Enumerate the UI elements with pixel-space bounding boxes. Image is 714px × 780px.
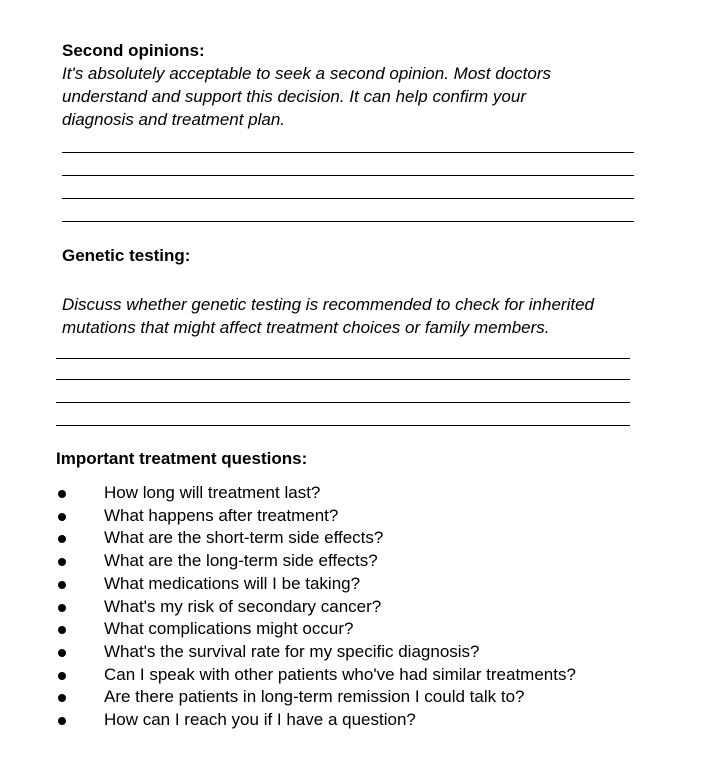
bullet-icon (58, 558, 66, 566)
bullet-icon (58, 694, 66, 702)
second-opinions-section (62, 40, 662, 224)
second-opinions-heading: Second opinions: (62, 41, 205, 60)
question-text: What's my risk of secondary cancer? (104, 596, 382, 616)
note-line (62, 198, 634, 199)
bullet-icon (58, 626, 66, 634)
question-text: What are the short-term side effects? (104, 528, 384, 548)
bullet-icon (58, 649, 66, 657)
treatment-questions-heading: Important treatment questions: (56, 449, 308, 468)
second-opinions-notes-area (62, 144, 634, 224)
list-item (56, 573, 696, 596)
treatment-questions-list (56, 482, 696, 732)
genetic-testing-heading: Genetic testing: (62, 246, 191, 265)
genetic-testing-notes-area (56, 357, 630, 427)
note-line (56, 358, 630, 359)
question-text: What's the survival rate for my specific diagnosis? (104, 641, 480, 661)
note-line (62, 152, 634, 153)
bullet-icon (58, 717, 66, 725)
question-text: Can I speak with other patients who've had similar treatments? (104, 664, 576, 684)
note-line (56, 379, 630, 380)
genetic-testing-body (62, 293, 662, 339)
question-text: How long will treatment last? (104, 483, 321, 502)
list-item (56, 550, 696, 573)
question-text: Are there patients in long-term remission I could talk to? (104, 687, 525, 707)
second-opinions-body-line: diagnosis and treatment plan. (62, 110, 286, 129)
bullet-icon (58, 513, 66, 521)
note-line (62, 175, 634, 176)
question-text: What are the long-term side effects? (104, 551, 378, 571)
list-item (56, 482, 696, 505)
question-text: How can I reach you if I have a question? (104, 710, 416, 730)
genetic-testing-body-line: mutations that might affect treatment choices or family members. (62, 318, 550, 337)
bullet-icon (58, 535, 66, 543)
second-opinions-body-line: It's absolutely acceptable to seek a second opinion. Most doctors (62, 64, 551, 83)
list-item (56, 596, 696, 619)
note-line (62, 221, 634, 222)
question-text: What complications might occur? (104, 619, 354, 639)
second-opinions-body-line: understand and support this decision. It can help confirm your (62, 87, 526, 106)
bullet-icon (58, 604, 66, 612)
treatment-questions-section (56, 448, 696, 732)
second-opinions-body (62, 62, 622, 131)
note-line (56, 402, 630, 403)
list-item (56, 527, 696, 550)
question-text: What medications will I be taking? (104, 573, 361, 593)
list-item (56, 664, 696, 687)
bullet-icon (58, 672, 66, 680)
list-item (56, 641, 696, 664)
genetic-testing-body-line: Discuss whether genetic testing is recommended to check for inherited (62, 295, 594, 314)
list-item (56, 709, 696, 732)
note-line (56, 425, 630, 426)
list-item (56, 686, 696, 709)
list-item (56, 618, 696, 641)
list-item (56, 505, 696, 528)
bullet-icon (58, 490, 66, 498)
question-text: What happens after treatment? (104, 505, 339, 525)
genetic-testing-section (62, 245, 682, 339)
bullet-icon (58, 581, 66, 589)
